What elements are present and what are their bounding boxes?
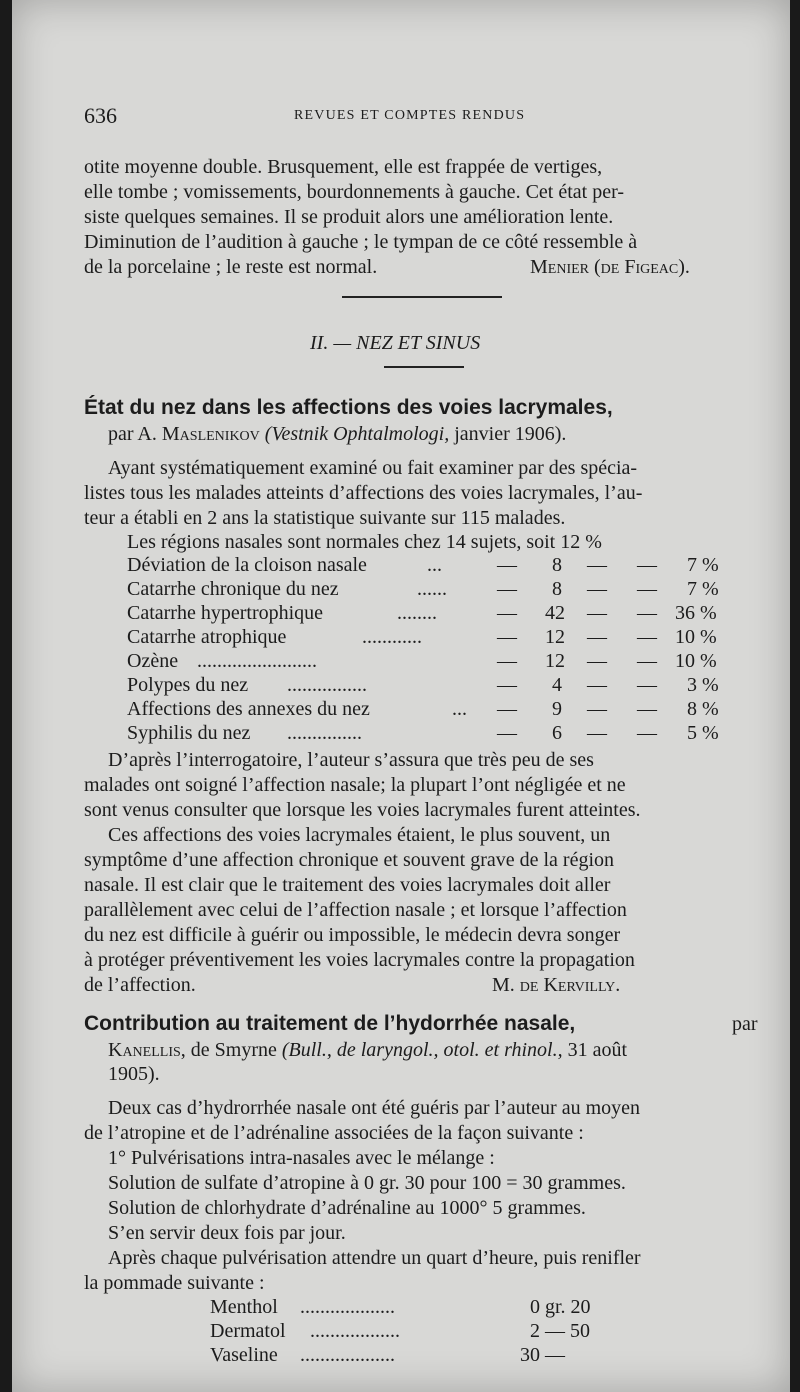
text-line: Solution de chlorhydrate d’adrénaline au 1000° 5 grammes. [108,1197,586,1219]
author-name: Maslenikov [161,423,260,445]
text-line: Deux cas d’hydrorrhée nasale ont été guéris par l’auteur au moyen [108,1097,641,1119]
article-title: Contribution au traitement de l’hydorrhée nasale, [84,1012,576,1035]
text-line: S’en servir deux fois par jour. [108,1222,346,1244]
text-line: malades ont soigné l’affection nasale; la plupart l’ont négligée et ne [84,774,626,796]
text-line: nasale. Il est clair que le traitement des voies lacrymales doit aller [84,874,611,896]
text-line: de l’affection. [84,974,196,996]
text-line: parallèlement avec celui de l’affection nasale ; et lorsque l’affection [84,899,627,921]
text-line: Diminution de l’audition à gauche ; le tympan de ce côté ressemble à [84,231,638,253]
table-intro: Les régions nasales sont normales chez 14 sujets, soit 12 % [127,531,602,553]
article-title: État du nez dans les affections des voies lacrymales, [84,396,613,419]
text-line: Après chaque pulvérisation attendre un quart d’heure, puis renifler [108,1247,641,1269]
text-line: sont venus consulter que lorsque les voies lacrymales furent atteintes. [84,799,641,821]
text-line: teur a établi en 2 ans la statistique suivante sur 115 malades. [84,507,566,529]
journal-name: (Bull., de laryngol., otol. et rhinol., [281,1039,563,1061]
journal-name: (Vestnik Ophtalmologi, [264,423,450,445]
text-line: 1° Pulvérisations intra-nasales avec le mélange : [108,1147,495,1169]
author-name: Kanellis [108,1039,181,1061]
text-line: symptôme d’une affection chronique et souvent grave de la région [84,849,615,871]
byline-year: 1905). [108,1063,160,1085]
text-line: à protéger préventivement les voies lacrymales contre la propagation [84,949,635,971]
text-line: elle tombe ; vomissements, bourdonnements à gauche. Cet état per- [84,181,624,203]
section-title: II. — NEZ ET SINUS [310,332,481,354]
divider-rule [342,296,502,298]
text-line: la pommade suivante : [84,1272,265,1294]
running-head: REVUES ET COMPTES RENDUS [294,108,526,123]
text-line: Ayant systématiquement examiné ou fait examiner par des spécia- [108,457,638,479]
section-underline [384,366,464,368]
author-signature: M. de Kervilly. [492,974,621,996]
text-line: de la porcelaine ; le reste est normal. [84,256,378,278]
text-line: du nez est difficile à guérir ou impossible, le médecin devra songer [84,924,621,946]
article-byline: Kanellis, de Smyrne (Bull., de laryngol., otol. et rhinol., 31 août [108,1039,628,1061]
text-line: siste quelques semaines. Il se produit alors une amélioration lente. [84,206,614,228]
author-signature: Menier (de Figeac). [530,256,690,278]
page-header [84,103,784,133]
text-line: D’après l’interrogatoire, l’auteur s’assura que très peu de ses [108,749,594,771]
article-byline: par A. Maslenikov (Vestnik Ophtalmologi, janvier 1906). [108,423,567,445]
journal-page: 636 REVUES ET COMPTES RENDUS otite moyenne double. Brusquement, elle est frappée de vertiges, elle tombe ; vomissements, bourdonnements à gauche. Cet état per- siste quelques semaines. Il se produit alors une amélioration lente. Diminution de l’audition à gauche ; le tympan de ce côté ressemble à de la porcelaine ; le reste est normal. Menier (de Figeac). II. — NEZ ET SINUS État du nez dans les affections des voies lacrymales, par A. Maslenikov (Vestnik Ophtalmologi, janvier 1906). Ayant systématiquement examiné ou fait examiner par des spécia- listes tous les malades atteints d’affections des voies lacrymales, l’au- teur a établi en 2 ans la statistique suivante sur 115 malades. Les régions nasales sont normales chez 14 sujets, soit 12 % Déviation de la cloison nasale ... — 8 — — 7 % Catarrhe chronique du nez ...... — 8 — — 7 % Catarrhe hypertrophique ........ — 42 — — 36 % Catarrhe atrophique ............ — 12 — — 10 % Ozène ........................ — 12 — — 10 % Polypes du nez ................ — 4 — — 3 % Affections des annexes du nez ... — 9 — — 8 % Syphilis du nez ............... — 6 — — 5 % D’après l’interrogatoire, l’auteur s’assura que très peu de ses malades ont soigné l’affection nasale; la plupart l’ont négligée et ne sont venus consulter que lorsque les voies lacrymales furent atteintes. Ces affections des voies lacrymales étaient, le plus souvent, un symptôme d’une affection chronique et souvent grave de la région nasale. Il est clair que le traitement des voies lacrymales doit aller parallèlement avec celui de l’affection nasale ; et lorsque l’affection du nez est difficile à guérir ou impossible, le médecin devra songer à protéger préventivement les voies lacrymales contre la propagation de l’affection. M. de Kervilly. Contribution au traitement de l’hydorrhée nasale, par Kanellis, de Smyrne (Bull., de laryngol., otol. et rhinol., 31 août 1905). Deux cas d’hydrorrhée nasale ont été guéris par l’auteur au moyen de l’atropine et de l’adrénaline associées de la façon suivante : 1° Pulvérisations intra-nasales avec le mélange : Solution de sulfate d’atropine à 0 gr. 30 pour 100 = 30 grammes. Solution de chlorhydrate d’adrénaline au 1000° 5 grammes. S’en servir deux fois par jour. Après chaque pulvérisation attendre un quart d’heure, puis renifler la pommade suivante : Menthol ................... 0 gr. 20 Dermatol .................. 2 — 50 Vaseline ................... 30 — [12,0,790,1392]
page-number: 636 [84,103,117,128]
text-line: Solution de sulfate d’atropine à 0 gr. 30 pour 100 = 30 grammes. [108,1172,626,1194]
text-line: de l’atropine et de l’adrénaline associées de la façon suivante : [84,1122,584,1144]
text-line: listes tous les malades atteints d’affections des voies lacrymales, l’au- [84,482,643,504]
text-line: otite moyenne double. Brusquement, elle est frappée de vertiges, [84,156,603,178]
text-line: Ces affections des voies lacrymales étaient, le plus souvent, un [108,824,611,846]
byline-par: par [732,1013,758,1035]
